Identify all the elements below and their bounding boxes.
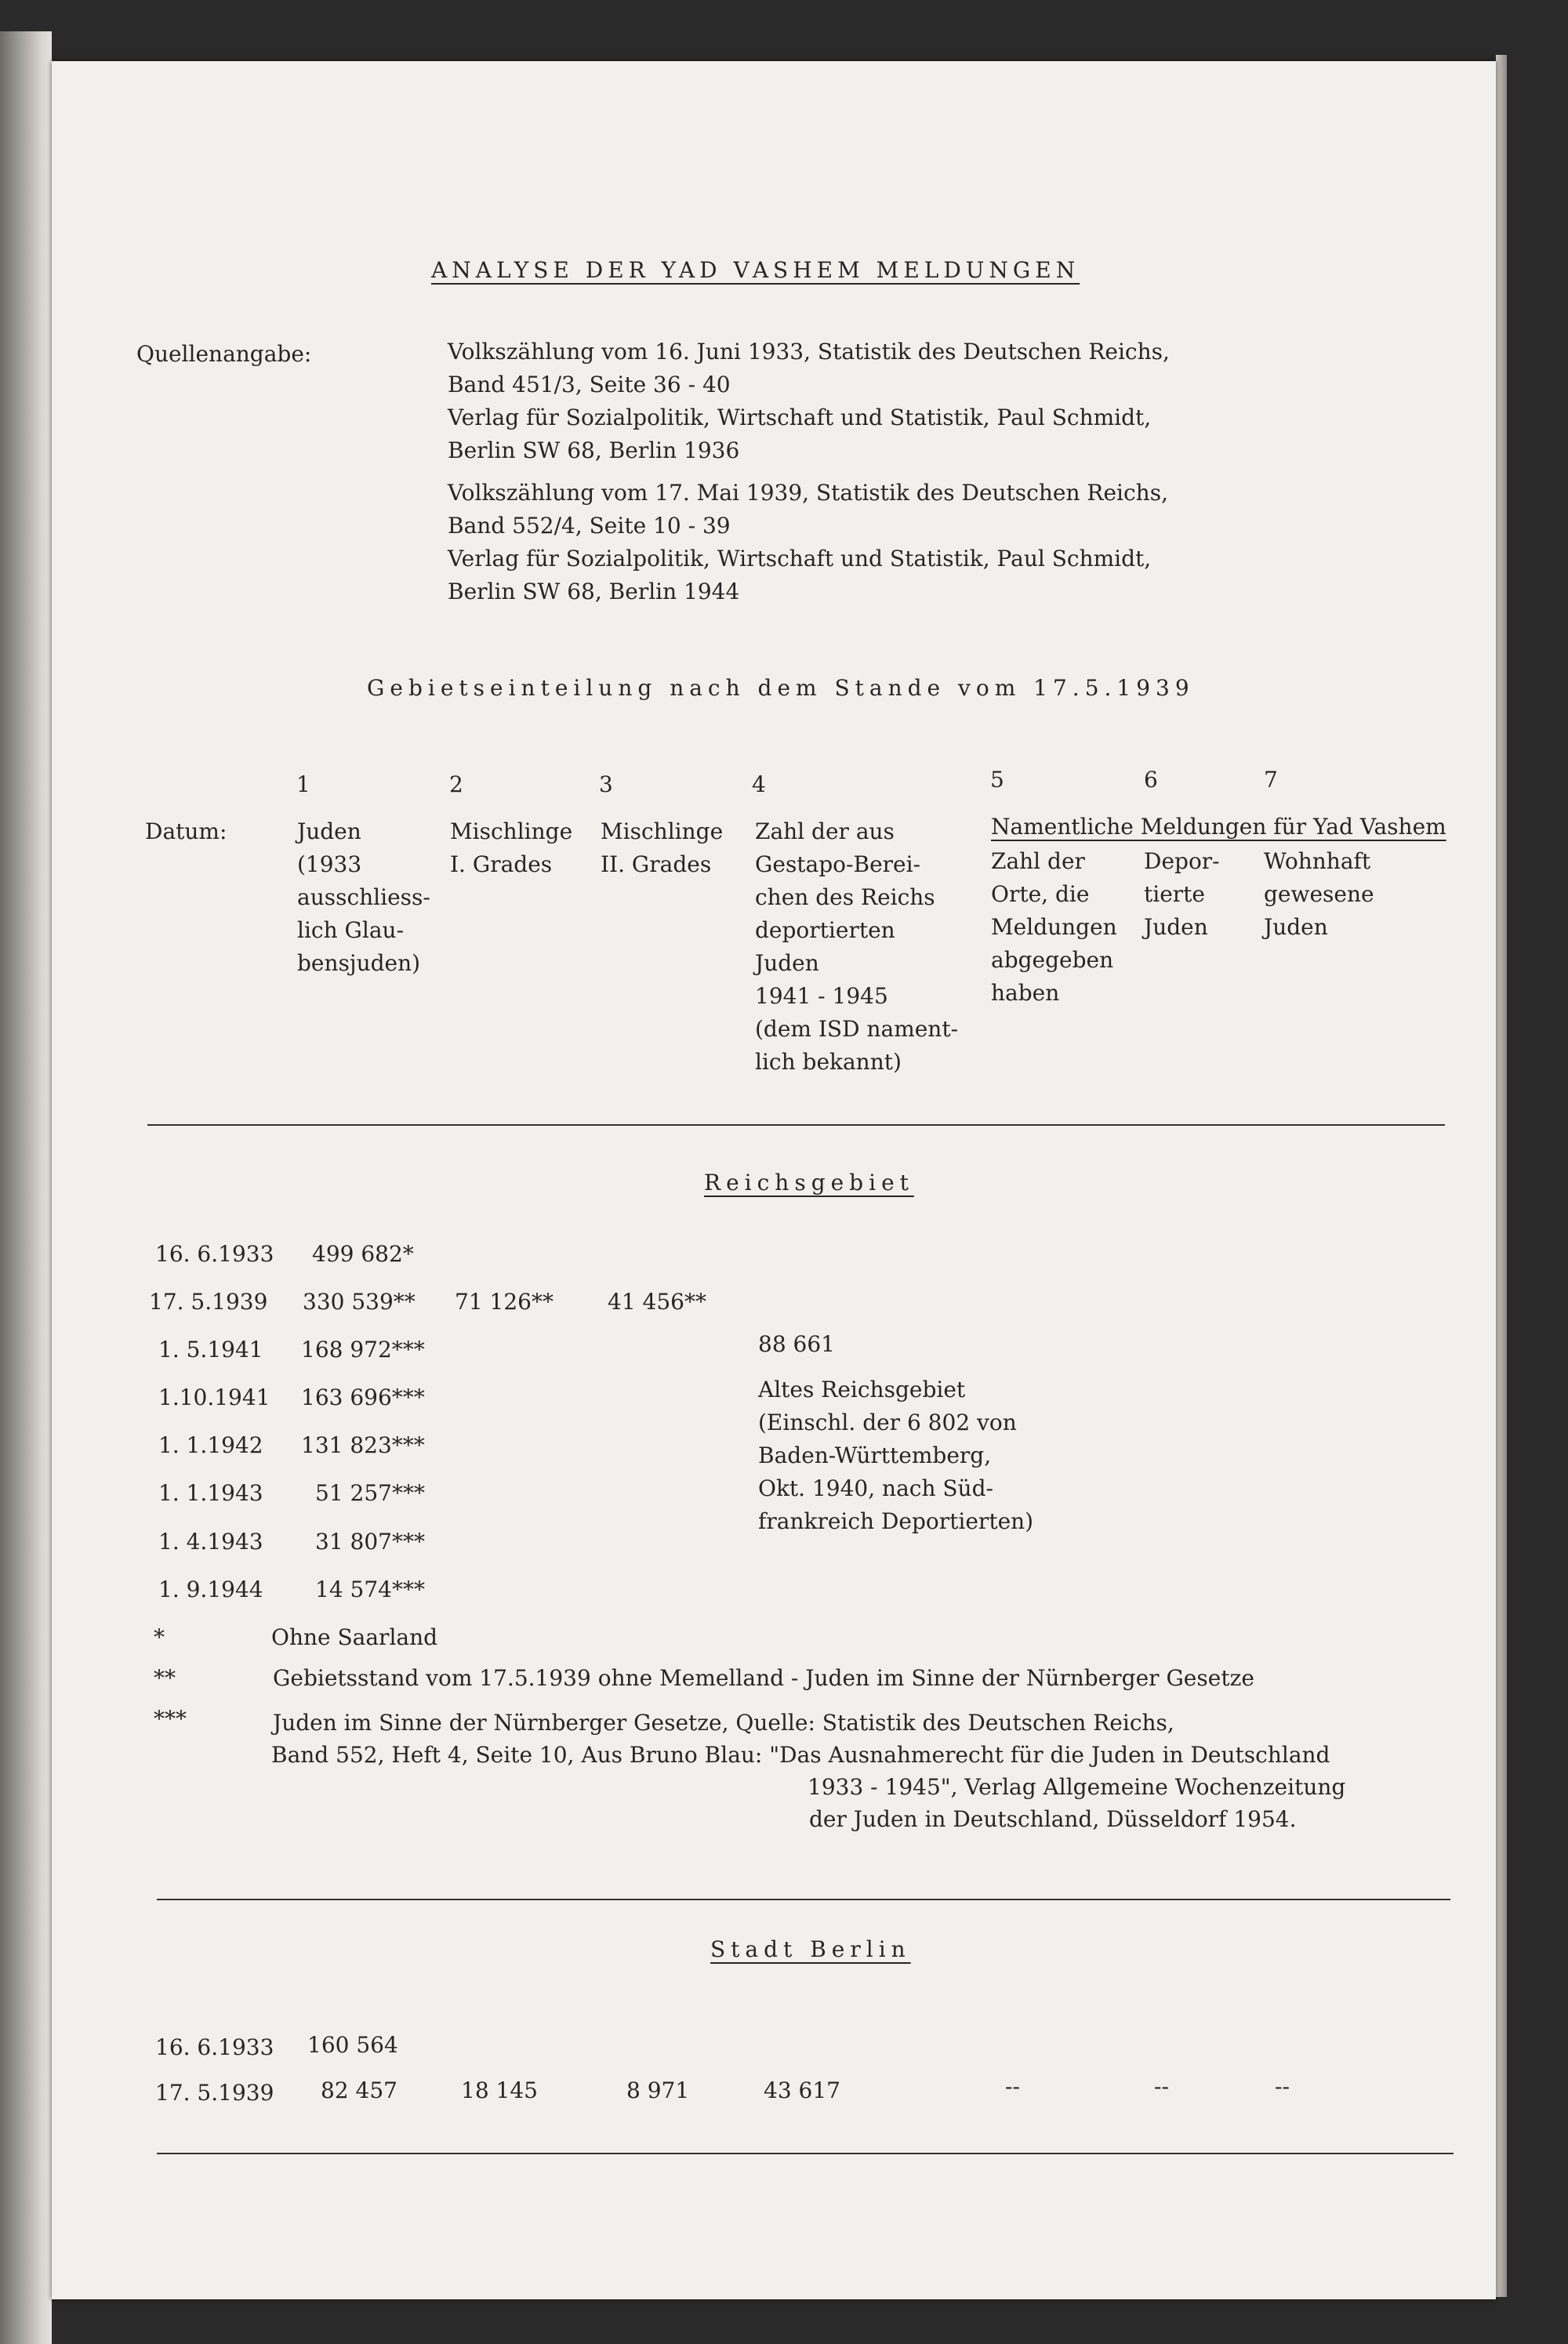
column-header-wohnhaft: Wohnhaft gewesene Juden [1264,848,1374,940]
column-number-7: 7 [1264,767,1278,793]
berlin-row-mischlinge-2: 8 971 [626,2077,690,2103]
berlin-row-date: 16. 6.1933 [155,2034,274,2060]
column-number-4: 4 [752,771,766,797]
berlin-row-juden: 82 457 [321,2077,397,2103]
column-number-6: 6 [1144,767,1158,793]
column-number-2: 2 [449,771,463,797]
column-header-mischlinge-1: Mischlinge I. Grades [450,818,573,877]
row-date: 17. 5.1939 [149,1289,268,1315]
row-juden: 31 807*** [315,1529,425,1555]
footnote-text: Gebietsstand vom 17.5.1939 ohne Memelland - Juden im Sinne der Nürnberger Gesetze [273,1665,1254,1691]
row-date: 1. 9.1944 [158,1577,263,1602]
document-page [52,61,1496,2299]
row-juden: 131 823*** [301,1432,425,1458]
berlin-row-mischlinge-1: 18 145 [461,2077,538,2103]
berlin-row-date: 17. 5.1939 [155,2080,274,2106]
deported-total: 88 661 [758,1331,835,1357]
row-juden: 168 972*** [301,1337,425,1362]
column-header-orte: Zahl der Orte, die Meldungen abgegeben haben [991,848,1117,1006]
territory-heading: Gebietseinteilung nach dem Stande vom 17.5.1939 [367,675,1195,701]
column-number-1: 1 [296,771,310,797]
berlin-row-deportierte-juden: -- [1154,2074,1169,2099]
column-header-juden: Juden (1933 ausschliess- lich Glau- bensjuden) [297,818,430,976]
bottom-rule [157,2153,1454,2154]
row-juden: 163 696*** [301,1384,425,1410]
reichsgebiet-heading: Reichsgebiet [704,1170,914,1196]
column-header-deportierte: Zahl der aus Gestapo-Berei- chen des Reichs deportierten Juden 1941 - 1945 (dem ISD nament- lich bekannt) [755,818,959,1075]
berlin-row-juden: 160 564 [307,2032,398,2058]
column-number-3: 3 [599,771,613,797]
section-rule [157,1899,1450,1900]
row-juden: 499 682* [312,1241,414,1267]
deported-note: Altes Reichsgebiet (Einschl. der 6 802 von Baden-Württemberg, Okt. 1940, nach Süd- frankreich Deportierten) [758,1377,1034,1534]
header-rule [147,1124,1445,1126]
footnote-text: 1933 - 1945", Verlag Allgemeine Wochenzeitung [808,1774,1346,1800]
column-header-deportierte-juden: Depor- tierte Juden [1144,848,1220,940]
row-date: 16. 6.1933 [155,1241,274,1267]
datum-label: Datum: [145,818,227,844]
row-mischlinge-1: 71 126** [455,1289,554,1315]
row-date: 1.10.1941 [158,1384,270,1410]
column-number-5: 5 [990,767,1004,793]
footnote-mark: * [154,1624,165,1650]
row-date: 1. 1.1942 [158,1432,263,1458]
document-title: ANALYSE DER YAD VASHEM MELDUNGEN [431,257,1080,283]
row-date: 1. 4.1943 [158,1529,263,1555]
row-date: 1. 5.1941 [158,1337,263,1362]
berlin-row-wohnhaft: -- [1275,2074,1290,2099]
footnote-mark: *** [154,1706,187,1732]
footnote-text: Ohne Saarland [271,1624,438,1650]
row-juden: 14 574*** [315,1577,425,1602]
binding-edge [0,31,52,2344]
source-block-1933: Volkszählung vom 16. Juni 1933, Statistik des Deutschen Reichs, Band 451/3, Seite 36 - 40 Verlag für Sozialpolitik, Wirtschaft und Statistik, Paul Schmidt, Berlin SW 68, Berlin 1936 [448,339,1170,463]
source-block-1939: Volkszählung vom 17. Mai 1939, Statistik des Deutschen Reichs, Band 552/4, Seite 10 - 39 Verlag für Sozialpolitik, Wirtschaft und Statistik, Paul Schmidt, Berlin SW 68, Berlin 1944 [448,480,1168,604]
row-date: 1. 1.1943 [158,1480,263,1506]
footnote-text: Band 552, Heft 4, Seite 10, Aus Bruno Blau: "Das Ausnahmerecht für die Juden in Deutschland [271,1742,1330,1768]
row-juden: 51 257*** [315,1480,425,1506]
row-mischlinge-2: 41 456** [608,1289,706,1315]
sources-label: Quellenangabe: [136,341,312,367]
row-juden: 330 539** [303,1289,416,1315]
berlin-row-orte: -- [1005,2074,1020,2099]
footnote-mark: ** [154,1665,176,1691]
page-stack-edge [1496,55,1507,2297]
column-header-mischlinge-2: Mischlinge II. Grades [601,818,724,877]
footnote-text: Juden im Sinne der Nürnberger Gesetze, Quelle: Statistik des Deutschen Reichs, [273,1710,1174,1736]
footnote-text: der Juden in Deutschland, Düsseldorf 1954. [809,1806,1297,1832]
yad-vashem-group-header: Namentliche Meldungen für Yad Vashem [991,814,1446,840]
berlin-heading: Stadt Berlin [710,1936,911,1962]
berlin-row-deportierte: 43 617 [764,2077,840,2103]
